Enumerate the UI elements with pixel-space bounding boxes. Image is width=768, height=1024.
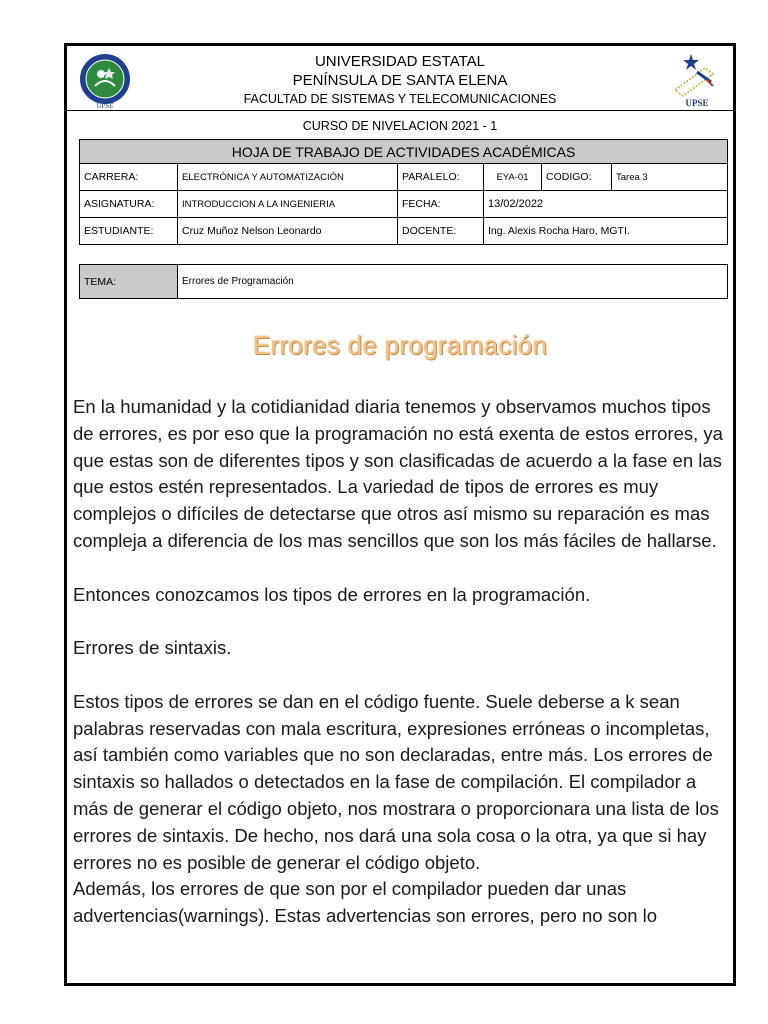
carrera-label: CARRERA:: [80, 164, 178, 191]
worksheet-info-table: [79, 139, 728, 245]
paragraph-syntax: Estos tipos de errores se dan en el código fuente. Suele deberse a k sean palabras reservadas con mala escritura, expresiones erróneas o incompletas, así también como variables que no son declaradas, entre más. Los errores de sintaxis so hallados o detectados en la fase de compilación. El compilador a más de generar el código objeto, nos mostrara o proporcionara una lista de los errores de sintaxis. De hecho, nos dará una sola cosa o la otra, ya que si hay errores no es posible de generar el código objeto.: [73, 690, 719, 873]
asignatura-value: INTRODUCCION A LA INGENIERIA: [178, 191, 398, 218]
svg-text:UPSE: UPSE: [685, 98, 709, 108]
docente-label: DOCENTE:: [398, 218, 484, 245]
tema-table: [79, 264, 728, 299]
paralelo-label: PARALELO:: [398, 164, 484, 191]
estudiante-value: Cruz Muñoz Nelson Leonardo: [178, 218, 398, 245]
svg-text:UPSE: UPSE: [96, 102, 114, 110]
document-page: [64, 43, 736, 986]
university-name-line2: PENÍNSULA DE SANTA ELENA: [292, 72, 508, 89]
university-name-line1: UNIVERSIDAD ESTATAL: [314, 53, 486, 70]
course-name: CURSO DE NIVELACION 2021 - 1: [302, 119, 498, 133]
document-body: [73, 394, 733, 930]
fecha-label: FECHA:: [398, 191, 484, 218]
faculty-name: FACULTAD DE SISTEMAS Y TELECOMUNICACIONES: [243, 92, 557, 106]
docente-value: Ing. Alexis Rocha Haro, MGTI.: [484, 218, 728, 245]
section-heading-syntax: Errores de sintaxis.: [73, 637, 232, 659]
estudiante-label: ESTUDIANTE:: [80, 218, 178, 245]
paragraph-types: Entonces conozcamos los tipos de errores en la programación.: [73, 583, 591, 605]
carrera-value: ELECTRÓNICA Y AUTOMATIZACIÓN: [178, 164, 398, 191]
tema-value: Errores de Programación: [178, 265, 728, 299]
document-title: Errores de programación: [252, 330, 548, 360]
paralelo-value: EYA-01: [484, 164, 542, 191]
paragraph-warnings: Además, los errores de que son por el compilador pueden dar unas advertencias(warnings). Estas advertencias son errores, pero no son lo: [73, 878, 658, 927]
fecha-value: 13/02/2022: [484, 191, 728, 218]
paragraph-intro: En la humanidad y la cotidianidad diaria tenemos y observamos muchos tipos de errores, es por eso que la programación no está exenta de estos errores, ya que estas son de diferentes tipos y son clasificadas de acuerdo a la fase en las que estos estén representados. La variedad de tipos de errores es muy complejos o difíciles de detectarse que otros así mismo su reparación es mas compleja a diferencia de los mas sencillos que son los más fáciles de hallarse.: [73, 396, 723, 551]
header-divider: [67, 110, 733, 111]
codigo-value: Tarea 3: [612, 164, 728, 191]
tema-label: TEMA:: [80, 265, 178, 299]
codigo-label: CODIGO:: [542, 164, 612, 191]
asignatura-label: ASIGNATURA:: [80, 191, 178, 218]
worksheet-title: HOJA DE TRABAJO DE ACTIVIDADES ACADÉMICAS: [80, 140, 728, 164]
